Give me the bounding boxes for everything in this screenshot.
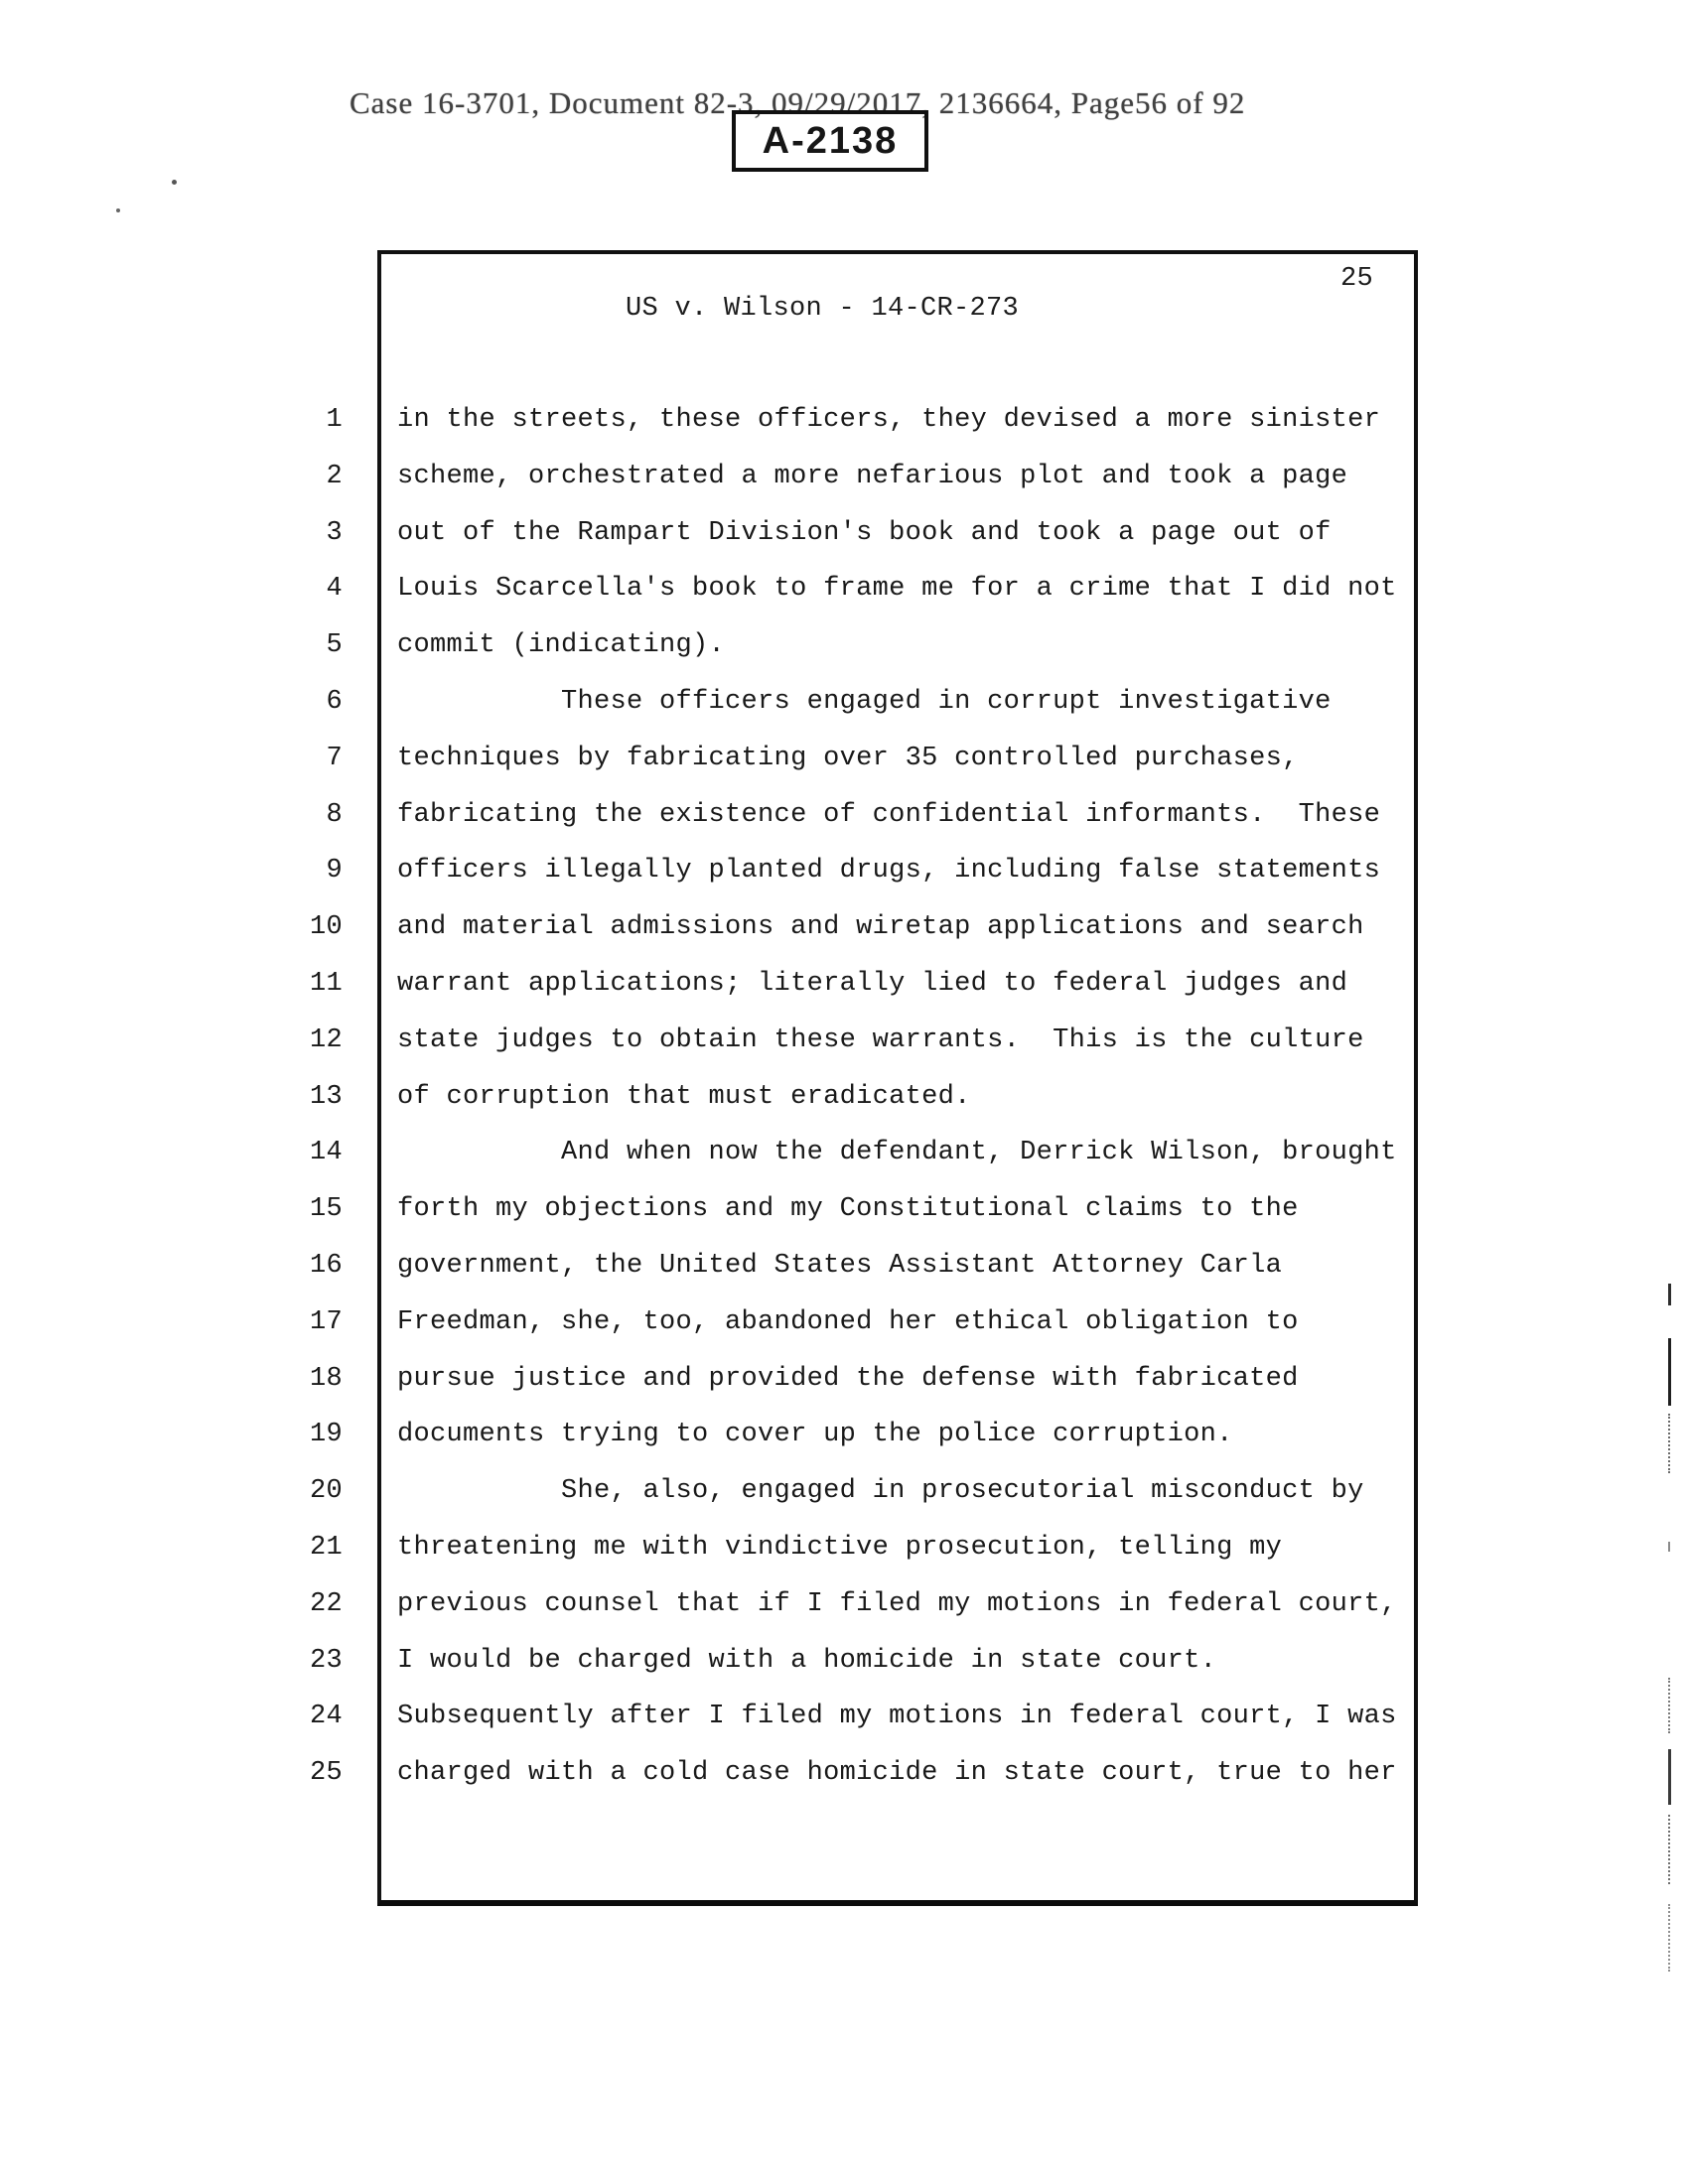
scan-artifact	[1668, 1749, 1671, 1805]
transcript-line-text: previous counsel that if I filed my motions in federal court,	[397, 1588, 1397, 1619]
transcript-line-text: commit (indicating).	[397, 630, 726, 661]
transcript-line-text: threatening me with vindictive prosecution, telling my	[397, 1533, 1283, 1563]
transcript-row	[288, 460, 1430, 493]
line-number: 25	[309, 1758, 343, 1789]
transcript-line-text: And when now the defendant, Derrick Wilson, brought	[397, 1138, 1397, 1168]
transcript-row	[288, 403, 1430, 437]
scan-speck	[172, 180, 177, 185]
transcript-row	[288, 685, 1430, 719]
scan-artifact	[1668, 1815, 1670, 1884]
transcript-line-text: out of the Rampart Division's book and took a page out of	[397, 517, 1332, 548]
transcript-line-text: of corruption that must eradicated.	[397, 1081, 971, 1112]
transcript-line-text: scheme, orchestrated a more nefarious plot and took a page	[397, 461, 1348, 491]
transcript-line-text: fabricating the existence of confidential informants. These	[397, 799, 1381, 830]
line-number: 21	[309, 1533, 343, 1563]
transcript-row	[288, 516, 1430, 550]
transcript-row	[288, 910, 1430, 944]
line-number: 15	[309, 1194, 343, 1225]
transcript-row	[288, 1587, 1430, 1621]
transcript-row	[288, 798, 1430, 832]
transcript-row	[288, 1756, 1430, 1790]
line-number: 1	[326, 405, 343, 435]
line-number: 7	[326, 743, 343, 773]
line-number: 4	[326, 574, 343, 605]
transcript-row	[288, 1700, 1430, 1733]
transcript-row	[288, 1192, 1430, 1226]
scan-artifact	[1668, 1414, 1670, 1473]
transcript-row	[288, 1305, 1430, 1339]
transcript-line-text: and material admissions and wiretap applications and search	[397, 912, 1364, 943]
transcript-line-text: I would be charged with a homicide in state court.	[397, 1645, 1217, 1676]
line-number: 2	[326, 461, 343, 491]
line-number: 24	[309, 1702, 343, 1732]
transcript-line-text: warrant applications; literally lied to federal judges and	[397, 969, 1348, 999]
transcript-row	[288, 1136, 1430, 1169]
line-number: 17	[309, 1306, 343, 1337]
scan-artifact	[1668, 1678, 1670, 1733]
stamp-box	[732, 110, 928, 172]
case-caption: US v. Wilson - 14-CR-273	[626, 294, 1020, 324]
line-number: 9	[326, 856, 343, 887]
transcript-row	[288, 742, 1430, 775]
line-number: 14	[309, 1138, 343, 1168]
line-number: 18	[309, 1363, 343, 1394]
line-number: 8	[326, 799, 343, 830]
line-number: 23	[309, 1645, 343, 1676]
scan-artifact	[1668, 1338, 1671, 1406]
transcript-line-text: in the streets, these officers, they devised a more sinister	[397, 405, 1381, 435]
line-number: 20	[309, 1476, 343, 1507]
transcript-row	[288, 1644, 1430, 1678]
document-header: Case 16-3701, Document 82-3, 09/29/2017, 2136664, Page56 of 92	[350, 85, 1246, 120]
line-number: 16	[309, 1251, 343, 1281]
transcript-row	[288, 1080, 1430, 1114]
transcript-line-text: These officers engaged in corrupt investigative	[397, 687, 1332, 717]
line-number: 13	[309, 1081, 343, 1112]
scan-artifact	[1668, 1284, 1671, 1305]
transcript-row	[288, 1418, 1430, 1451]
line-number: 12	[309, 1024, 343, 1055]
transcript-line-text: state judges to obtain these warrants. This is the culture	[397, 1024, 1364, 1055]
transcript-row	[288, 1362, 1430, 1396]
transcript-line-text: charged with a cold case homicide in state court, true to her	[397, 1758, 1397, 1789]
transcript-row	[288, 1024, 1430, 1057]
page-number: 25	[1340, 264, 1374, 294]
line-number: 3	[326, 517, 343, 548]
transcript-row	[288, 1474, 1430, 1508]
scan-artifact	[1668, 1904, 1670, 1972]
transcript-row	[288, 628, 1430, 662]
transcript-line-text: techniques by fabricating over 35 controlled purchases,	[397, 743, 1299, 773]
line-number: 6	[326, 687, 343, 717]
transcript-line-text: government, the United States Assistant Attorney Carla	[397, 1251, 1283, 1281]
transcript-line-text: Subsequently after I filed my motions in federal court, I was	[397, 1702, 1397, 1732]
line-number: 10	[309, 912, 343, 943]
transcript-row	[288, 1531, 1430, 1565]
line-number: 22	[309, 1588, 343, 1619]
transcript-line-text: She, also, engaged in prosecutorial misconduct by	[397, 1476, 1364, 1507]
transcript-row	[288, 1249, 1430, 1283]
transcript-line-text: documents trying to cover up the police corruption.	[397, 1420, 1233, 1450]
stamp-label: A-2138	[762, 119, 899, 162]
transcript-line-text: officers illegally planted drugs, including false statements	[397, 856, 1381, 887]
transcript-row	[288, 854, 1430, 887]
line-number: 19	[309, 1420, 343, 1450]
transcript-line-text: Freedman, she, too, abandoned her ethical obligation to	[397, 1306, 1299, 1337]
transcript-row	[288, 967, 1430, 1001]
scan-artifact	[1668, 1542, 1670, 1552]
transcript-line-text: Louis Scarcella's book to frame me for a crime that I did not	[397, 574, 1397, 605]
line-number: 11	[309, 969, 343, 999]
scan-speck	[116, 208, 120, 212]
transcript-line-text: pursue justice and provided the defense with fabricated	[397, 1363, 1299, 1394]
transcript-row	[288, 572, 1430, 606]
transcript-line-text: forth my objections and my Constitutional claims to the	[397, 1194, 1299, 1225]
line-number: 5	[326, 630, 343, 661]
